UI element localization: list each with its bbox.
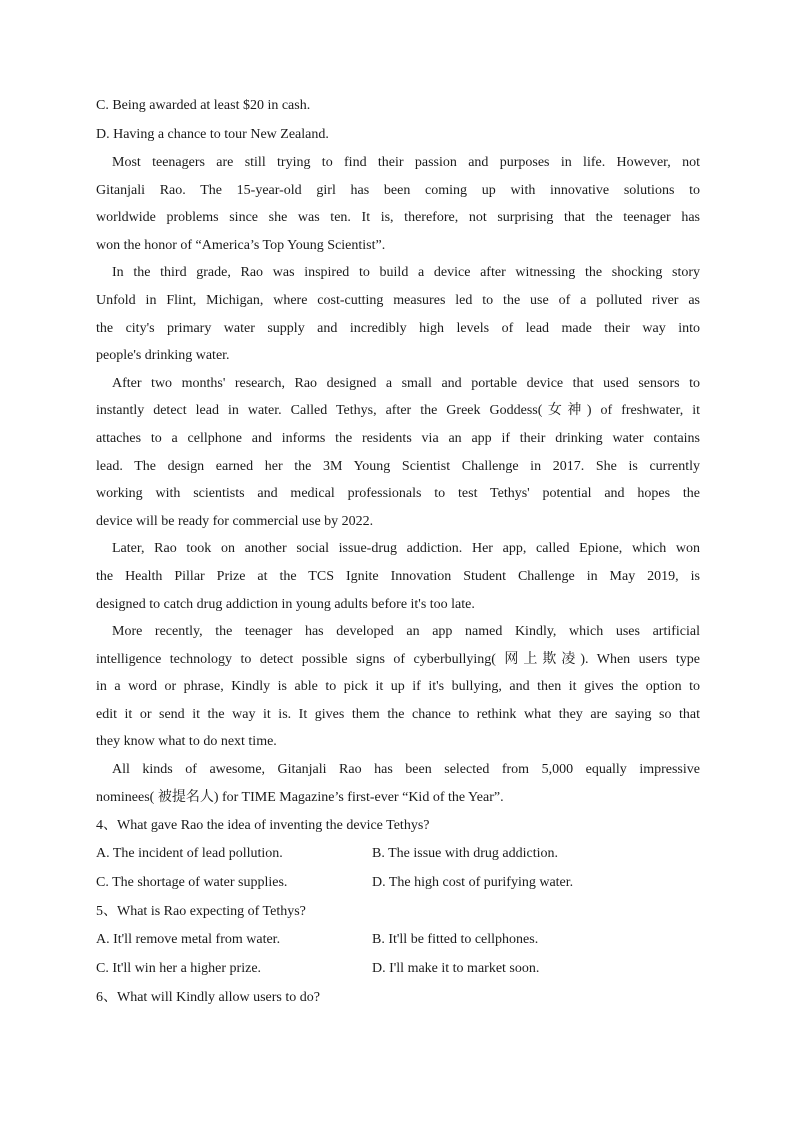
option-c: C. It'll win her a higher prize. xyxy=(96,960,262,976)
reading-passage xyxy=(96,149,700,811)
question-5 xyxy=(96,897,700,983)
paragraph-5 xyxy=(96,618,700,756)
passage-line: lead. The design earned her the 3M Young Scientist Challenge in 2017. She is currently xyxy=(96,458,700,474)
passage-line: working with scientists and medical professionals to test Tethys' potential and hopes the xyxy=(96,486,700,502)
option-d: D. I'll make it to market soon. xyxy=(372,960,540,976)
paragraph-6 xyxy=(96,756,700,811)
passage-line: intelligence technology to detect possible signs of cyberbullying( 网上欺凌). When users type xyxy=(96,651,700,667)
passage-line: device will be ready for commercial use by 2022. xyxy=(96,513,374,529)
passage-line: Most teenagers are still trying to find their passion and purposes in life. However, not xyxy=(112,155,700,170)
question-stem: 6、What will Kindly allow users to do? xyxy=(96,990,320,1006)
document-page xyxy=(96,92,700,1012)
passage-line: they know what to do next time. xyxy=(96,734,277,750)
option-d-prev: D. Having a chance to tour New Zealand. xyxy=(96,126,329,142)
option-row xyxy=(96,840,700,869)
paragraph-4 xyxy=(96,535,700,618)
paragraph-1 xyxy=(96,149,700,259)
option-b: B. It'll be fitted to cellphones. xyxy=(372,932,539,948)
option-c: C. The shortage of water supplies. xyxy=(96,874,288,890)
passage-line: won the honor of “America’s Top Young Scientist”. xyxy=(96,237,386,253)
passage-line: In the third grade, Rao was inspired to build a device after witnessing the shocking story xyxy=(112,265,700,281)
passage-line: nominees( 被提名人) for TIME Magazine’s first-ever “Kid of the Year”. xyxy=(96,789,504,805)
passage-line: instantly detect lead in water. Called Tethys, after the Greek Goddess(女神) of freshwater, it xyxy=(96,403,700,419)
question-stem: 5、What is Rao expecting of Tethys? xyxy=(96,904,306,920)
option-c-prev: C. Being awarded at least $20 in cash. xyxy=(96,98,311,113)
question-stem: 4、What gave Rao the idea of inventing the device Tethys? xyxy=(96,818,430,834)
passage-line: All kinds of awesome, Gitanjali Rao has been selected from 5,000 equally impressive xyxy=(112,762,700,778)
passage-line: designed to catch drug addiction in young adults before it's too late. xyxy=(96,596,475,612)
option-a: A. The incident of lead pollution. xyxy=(96,846,283,862)
passage-line: Gitanjali Rao. The 15-year-old girl has been coming up with innovative solutions to xyxy=(96,182,700,198)
passage-line: edit it or send it the way it is. It gives them the chance to rethink what they are saying so that xyxy=(96,706,700,722)
option-row xyxy=(96,869,700,898)
option-row xyxy=(96,955,700,984)
option-a: A. It'll remove metal from water. xyxy=(96,932,281,948)
passage-line: Unfold in Flint, Michigan, where cost-cutting measures led to the use of a polluted river as xyxy=(96,292,700,308)
passage-line: attaches to a cellphone and informs the residents via an app if their drinking water contains xyxy=(96,430,700,446)
question-6 xyxy=(96,983,700,1012)
option-b: B. The issue with drug addiction. xyxy=(372,846,558,862)
passage-line: people's drinking water. xyxy=(96,348,230,364)
paragraph-2 xyxy=(96,259,700,369)
passage-line: After two months' research, Rao designed a small and portable device that used sensors to xyxy=(112,375,700,391)
passage-line: Later, Rao took on another social issue-drug addiction. Her app, called Epione, which won xyxy=(112,541,700,557)
passage-line: the Health Pillar Prize at the TCS Ignite Innovation Student Challenge in May 2019, is xyxy=(96,568,700,584)
passage-line: worldwide problems since she was ten. It is, therefore, not surprising that the teenager has xyxy=(96,210,700,226)
paragraph-3 xyxy=(96,370,700,536)
passage-line: the city's primary water supply and incredibly high levels of lead made their way into xyxy=(96,320,700,336)
question-4 xyxy=(96,811,700,897)
option-row xyxy=(96,926,700,955)
option-d: D. The high cost of purifying water. xyxy=(372,874,574,890)
passage-line: in a word or phrase, Kindly is able to pick it up if it's bullying, and then it gives the option to xyxy=(96,679,700,695)
passage-line: More recently, the teenager has developed an app named Kindly, which uses artificial xyxy=(112,624,700,640)
previous-question-options xyxy=(96,92,700,149)
